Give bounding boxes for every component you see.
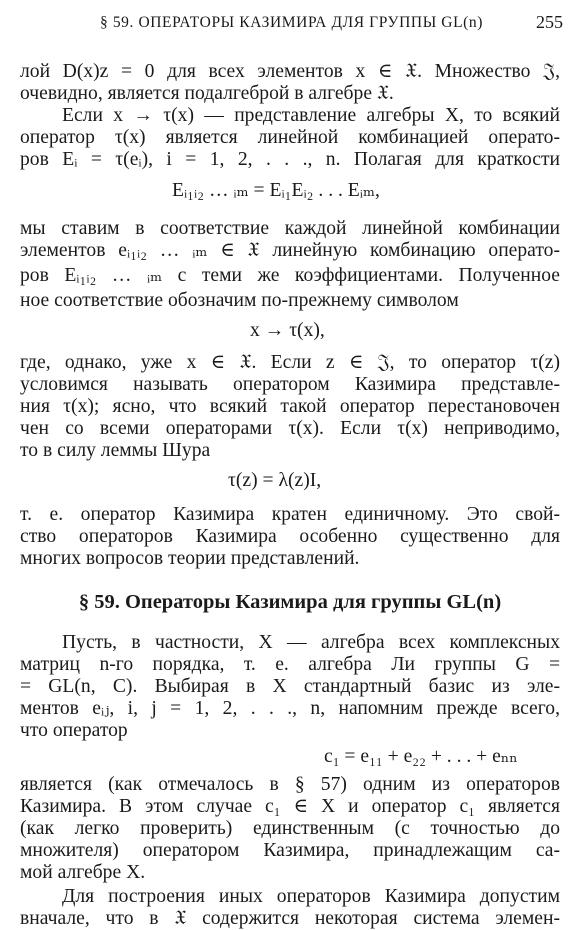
text-line: множителя) оператором Казимира, принадлежащим са- — [20, 840, 560, 861]
section-heading: § 59. Операторы Казимира для группы GL(n) — [78, 591, 502, 613]
text-line: лой D(x)z = 0 для всех элементов x ∈ 𝔛. Множество 𝔍, — [20, 61, 560, 82]
text-line: Если x → τ(x) — представление алгебры X, то всякий — [62, 105, 560, 126]
text-line: (как легко проверить) единственным (с точностью до — [20, 818, 560, 839]
text-line: ство операторов Казимира особенно существенно для — [20, 526, 560, 547]
text-line: что оператор — [20, 720, 128, 741]
page-number: 255 — [536, 12, 563, 32]
text-line: вначале, что в 𝔛 содержится некоторая система элемен- — [20, 908, 560, 929]
text-line: Для построения иных операторов Казимира допустим — [62, 886, 560, 907]
text-line: многих вопросов теории представлений. — [20, 548, 360, 569]
text-line: то в силу леммы Шура — [20, 440, 211, 461]
formula: τ(z) = λ(z)I, — [228, 470, 322, 491]
formula: c₁ = e₁₁ + e₂₂ + . . . + eₙₙ — [324, 746, 518, 767]
text-line: оператор τ(x) является линейной комбинацией операто- — [20, 127, 560, 148]
text-line: ния τ(x); ясно, что всякий такой оператор перестановочен — [20, 396, 560, 417]
text-line: условимся называть оператором Казимира представле- — [20, 374, 560, 395]
running-header: § 59. ОПЕРАТОРЫ КАЗИМИРА ДЛЯ ГРУППЫ GL(n) — [100, 14, 484, 31]
text-line: Казимира. В этом случае c₁ ∈ X и оператор c₁ является — [20, 796, 560, 817]
text-line: очевидно, является подалгеброй в алгебре 𝔛. — [20, 83, 394, 104]
text-line: = GL(n, C). Выбирая в X стандартный базис из эле- — [20, 676, 560, 697]
text-line: ментов eᵢⱼ, i, j = 1, 2, . . ., n, напомним прежде всего, — [20, 698, 560, 719]
text-line: т. е. оператор Казимира кратен единичному. Это свой- — [20, 504, 560, 525]
text-line: чен со всеми операторами τ(x). Если τ(x) неприводимо, — [20, 418, 560, 439]
text-line: ров Eᵢ = τ(eᵢ), i = 1, 2, . . ., n. Полагая для краткости — [20, 149, 560, 170]
text-line: матриц n-го порядка, т. е. алгебра Ли группы G = — [20, 654, 560, 675]
text-line: элементов eᵢ₁ᵢ₂ … ᵢₘ ∈ 𝔛 линейную комбинацию операто- — [20, 240, 560, 261]
formula: Eᵢ₁ᵢ₂ … ᵢₘ = Eᵢ₁Eᵢ₂ . . . Eᵢₘ, — [172, 180, 380, 201]
formula: x → τ(x), — [250, 320, 325, 341]
text-line: ров Eᵢ₁ᵢ₂ … ᵢₘ с теми же коэффициентами. Полученное — [20, 265, 560, 286]
text-line: Пусть, в частности, X — алгебра всех комплексных — [62, 632, 560, 653]
text-line: где, однако, уже x ∈ 𝔛. Если z ∈ 𝔍, то оператор τ(z) — [20, 352, 560, 373]
text-line: мы ставим в соответствие каждой линейной комбинации — [20, 218, 560, 239]
text-line: мой алгебре X. — [20, 862, 146, 883]
text-line: является (как отмечалось в § 57) одним из операторов — [20, 774, 560, 795]
text-line: ное соответствие обозначим по-прежнему символом — [20, 290, 459, 311]
